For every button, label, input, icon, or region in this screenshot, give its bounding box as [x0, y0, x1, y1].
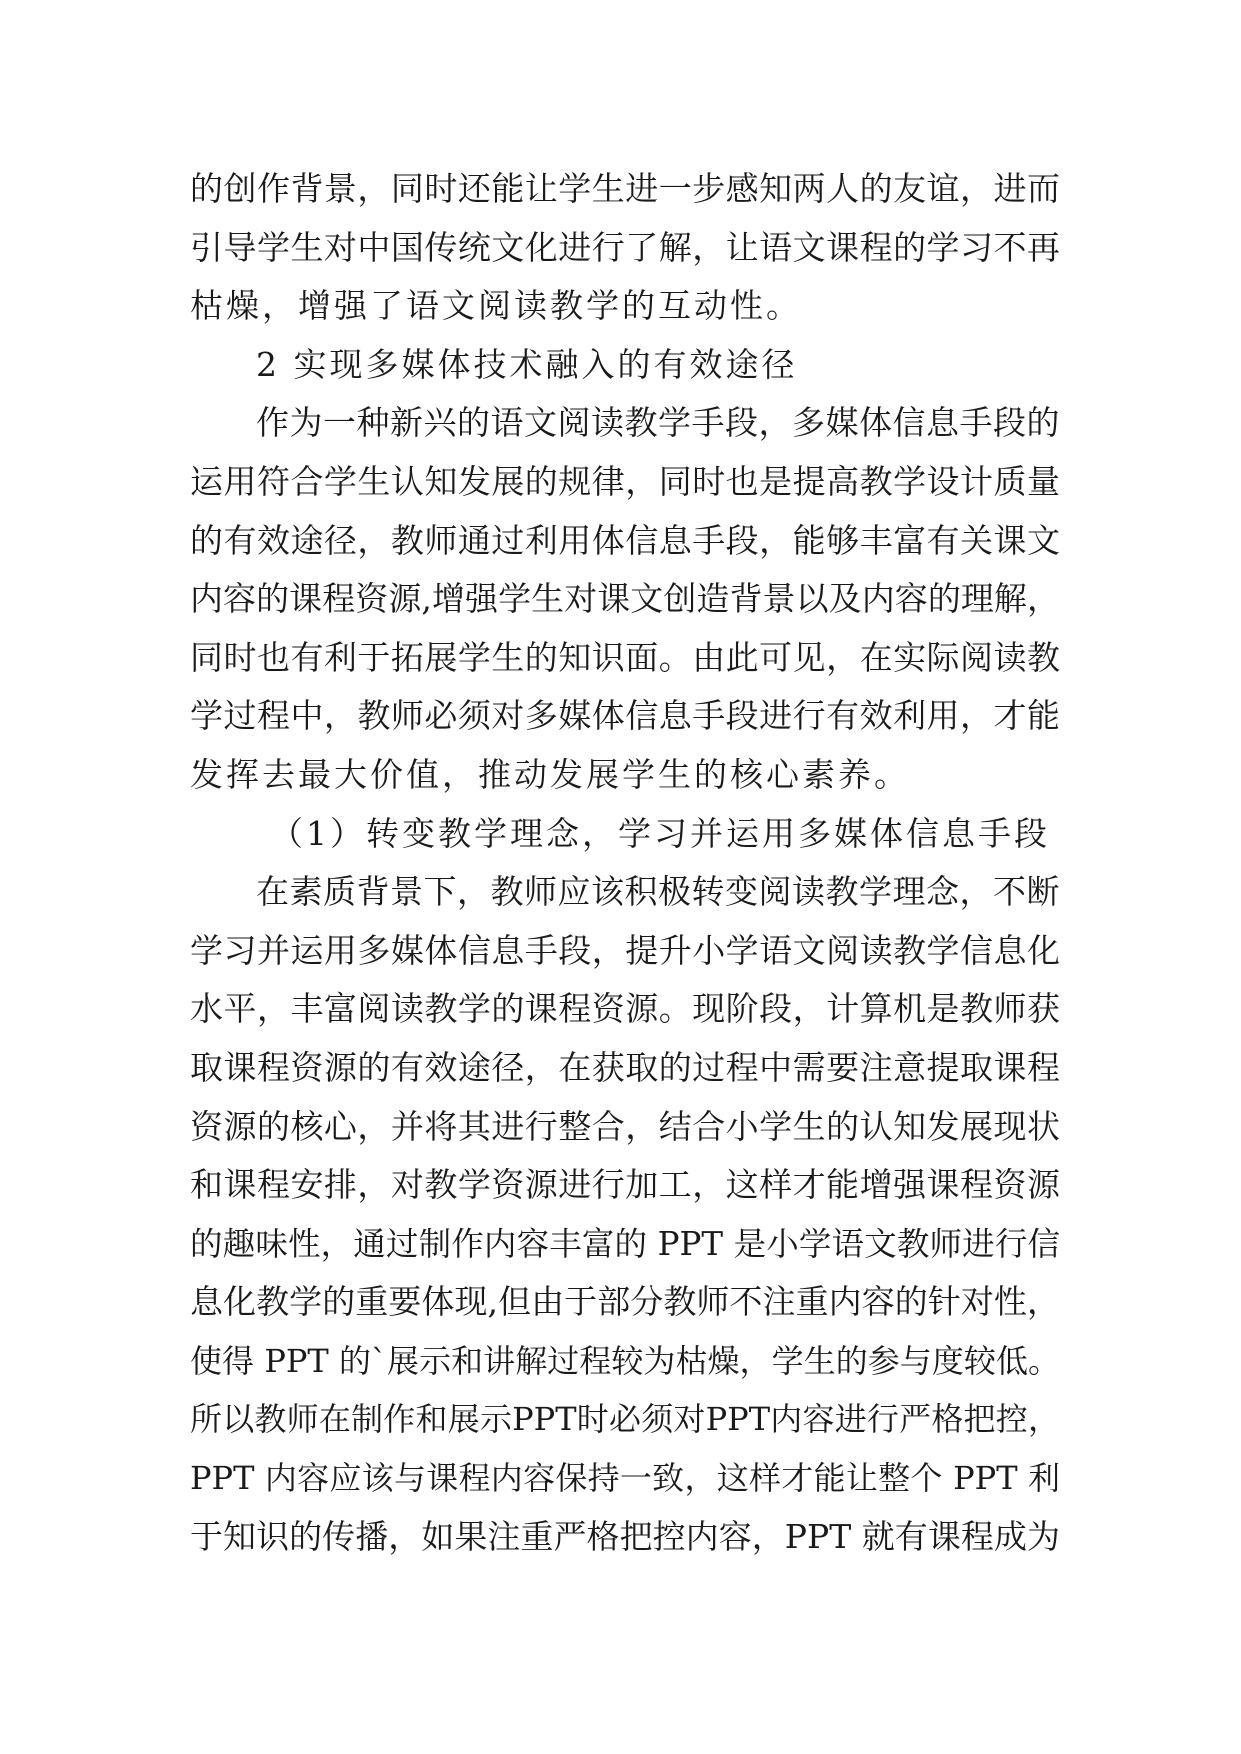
- text-line: 的有效途径，教师通过利用体信息手段，能够丰富有关课文: [190, 520, 1060, 560]
- text-line: 取课程资源的有效途径，在获取的过程中需要注意提取课程: [190, 1047, 1060, 1087]
- text-line: 的创作背景，同时还能让学生进一步感知两人的友谊，进而: [190, 169, 1060, 208]
- text-line: 学习并运用多媒体信息手段，提升小学语文阅读教学信息化: [190, 930, 1060, 970]
- text-line: 发挥去最大价值，推动发展学生的核心素养。: [190, 754, 910, 794]
- text-line: 同时也有利于拓展学生的知识面。由此可见，在实际阅读教: [190, 637, 1060, 677]
- text-line: 内容的课程资源,增强学生对课文创造背景以及内容的理解，: [190, 579, 1060, 619]
- document-page: [190, 160, 1060, 1566]
- text-line: 引导学生对中国传统文化进行了解，让语文课程的学习不再: [190, 227, 1060, 267]
- text-line: 的趣味性，通过制作内容丰富的 PPT 是小学语文教师进行信: [190, 1224, 1060, 1263]
- text-line: 在素质背景下，教师应该积极转变阅读教学理念，不断: [256, 872, 1060, 912]
- text-line: 于知识的传播，如果注重严格把控内容，PPT 就有课程成为: [190, 1516, 1060, 1556]
- text-line: 使得 PPT 的`展示和讲解过程较为枯燥，学生的参与度较低。: [190, 1341, 1060, 1380]
- text-line: 学过程中，教师必须对多媒体信息手段进行有效利用，才能: [190, 696, 1060, 736]
- text-line: 运用符合学生认知发展的规律，同时也是提高教学设计质量: [190, 461, 1060, 501]
- text-line: 息化教学的重要体现,但由于部分教师不注重内容的针对性，: [190, 1282, 1060, 1322]
- section-heading: 2 实现多媒体技术融入的有效途径: [256, 344, 798, 384]
- text-line: 资源的核心，并将其进行整合，结合小学生的认知发展现状: [190, 1106, 1060, 1146]
- subsection-heading: （1）转变教学理念，学习并运用多媒体信息手段: [270, 813, 1050, 853]
- text-line: 水平，丰富阅读教学的课程资源。现阶段，计算机是教师获: [190, 989, 1060, 1029]
- text-line: 枯燥，增强了语文阅读教学的互动性。: [190, 286, 802, 326]
- text-line: 所以教师在制作和展示PPT时必须对PPT内容进行严格把控，: [190, 1400, 1060, 1439]
- text-line: PPT 内容应该与课程内容保持一致，这样才能让整个 PPT 利: [190, 1459, 1060, 1498]
- text-line: 作为一种新兴的语文阅读教学手段，多媒体信息手段的: [256, 403, 1060, 443]
- text-line: 和课程安排，对教学资源进行加工，这样才能增强课程资源: [190, 1165, 1060, 1205]
